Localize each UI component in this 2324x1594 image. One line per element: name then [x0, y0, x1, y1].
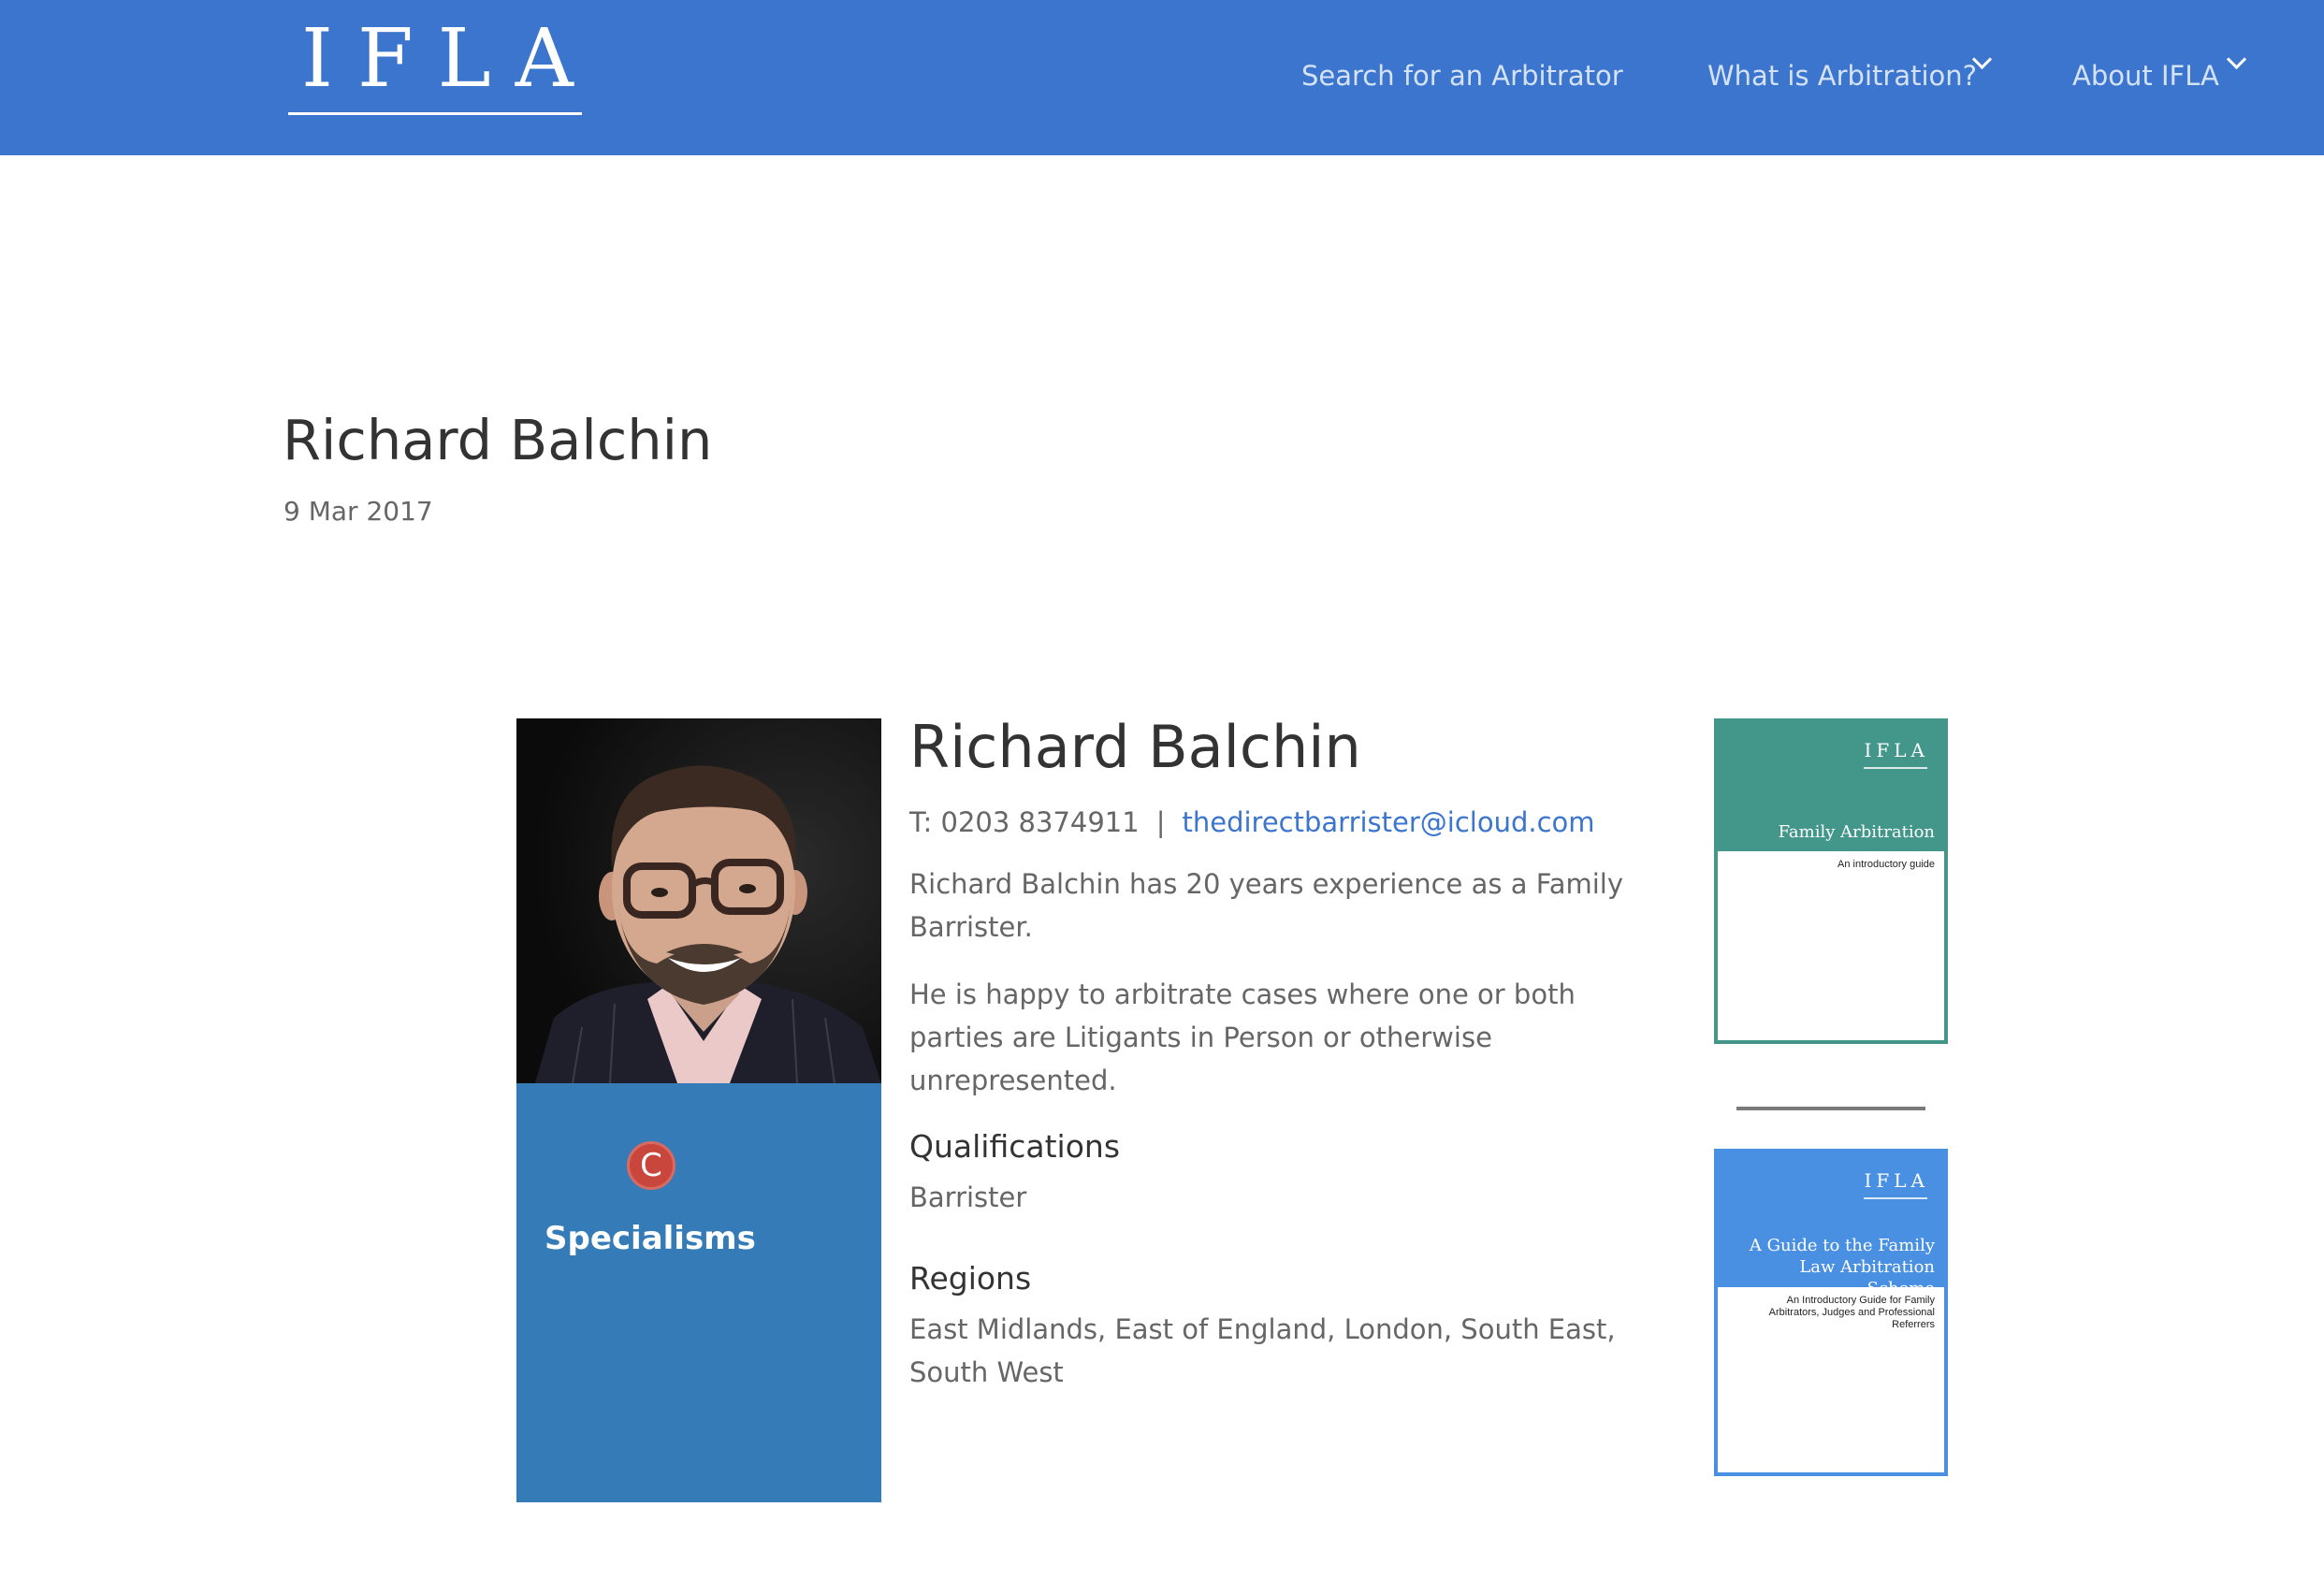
bio-paragraph: Richard Balchin has 20 years experience as a Family Barrister.: [909, 868, 1624, 943]
specialisms-heading: Specialisms: [545, 1220, 756, 1257]
chevron-down-icon: [2227, 50, 2246, 69]
brochure-cover-band: [1718, 722, 1944, 851]
nav-search-arbitrator[interactable]: [1301, 60, 1623, 92]
profile-details: [909, 711, 1630, 1394]
portrait-illustration: [516, 718, 881, 1083]
brochure-logo-rule: [1864, 767, 1927, 769]
bio-paragraph: He is happy to arbitrate cases where one or both parties are Litigants in Person or otherwise unrepresented.: [909, 978, 1576, 1096]
brochure-family-arbitration[interactable]: [1714, 718, 1948, 1044]
qualifications-heading: Qualifications: [909, 1128, 1121, 1165]
qualifications-value: Barrister: [909, 1181, 1027, 1213]
profile-photo: [516, 718, 881, 1083]
contact-separator: |: [1155, 806, 1166, 838]
ifla-logo[interactable]: [288, 12, 598, 115]
site-header: [0, 0, 2324, 155]
specialism-badge-c[interactable]: C: [627, 1141, 675, 1190]
post-date: 9 Mar 2017: [283, 496, 433, 527]
page-title: Richard Balchin: [283, 408, 713, 472]
nav-what-is-arbitration[interactable]: [1707, 60, 1977, 92]
brochure-title: A Guide to the Family Law Arbitration Scheme: [1749, 1236, 1935, 1298]
sidebar-divider: [1736, 1107, 1925, 1110]
brochure-logo: IFLA: [1864, 739, 1929, 761]
brochure-logo-rule: [1864, 1197, 1927, 1199]
nav-label: What is Arbitration?: [1707, 60, 1978, 92]
nav-label: Search for an Arbitrator: [1301, 60, 1623, 92]
regions-heading: Regions: [909, 1260, 1032, 1297]
brochure-fla-scheme-guide[interactable]: [1714, 1149, 1948, 1476]
specialisms-panel: [516, 1083, 881, 1502]
brochure-subtitle: An introductory guide: [1837, 859, 1935, 870]
logo-underline: [288, 112, 582, 115]
email-link[interactable]: thedirectbarrister@icloud.com: [1182, 806, 1595, 838]
regions-value: East Midlands, East of England, London, South East, South West: [909, 1313, 1616, 1388]
nav-about-ifla[interactable]: [2072, 60, 2219, 92]
brochure-title: Family Arbitration: [1778, 822, 1935, 842]
brochure-cover-band: [1718, 1152, 1944, 1298]
brochure-subtitle: An Introductory Guide for Family Arbitrators, Judges and Professional Referrers: [1768, 1295, 1935, 1330]
profile-name: Richard Balchin: [909, 713, 1361, 781]
brochure-logo: IFLA: [1864, 1169, 1929, 1192]
contact-line: [909, 806, 1630, 838]
logo-text: IFLA: [301, 12, 598, 106]
phone-number: T: 0203 8374911: [909, 806, 1140, 838]
nav-label: About IFLA: [2072, 60, 2219, 92]
